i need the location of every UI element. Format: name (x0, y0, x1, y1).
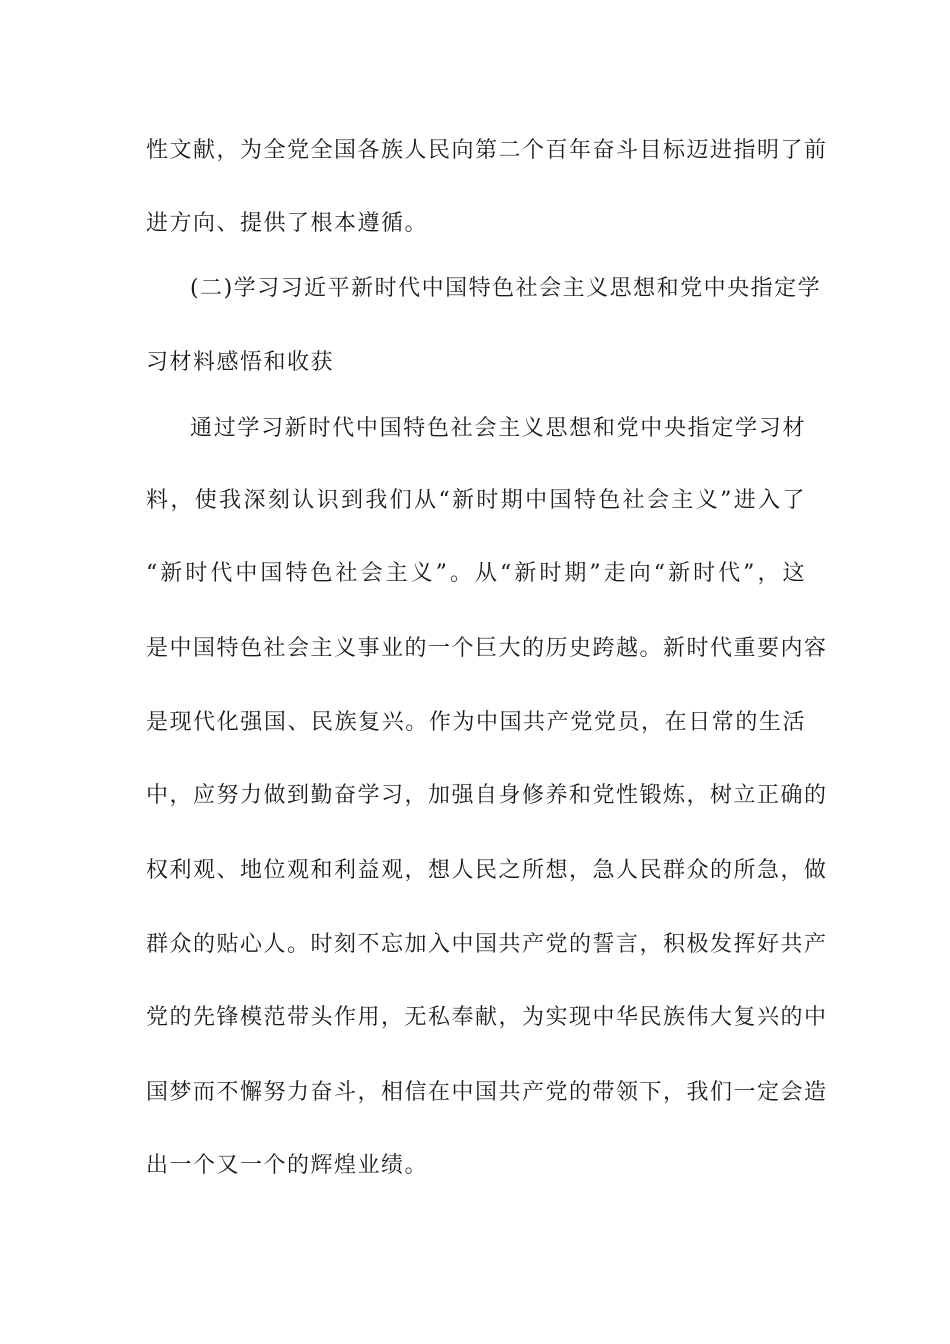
text-line: 党的先锋模范带头作用，无私奉献，为实现中华民族伟大复兴的中 (146, 1005, 828, 1030)
text-line: 国梦而不懈努力奋斗，相信在中国共产党的带领下，我们一定会造 (146, 1080, 828, 1105)
text-line: 通过学习新时代中国特色社会主义思想和党中央指定学习材 (190, 416, 806, 441)
text-line: 料，使我深刻认识到我们从“新时期中国特色社会主义”进入了 (146, 488, 806, 513)
section-heading: (二)学习习近平新时代中国特色社会主义思想和党中央指定学 (190, 276, 822, 301)
text-line: 是中国特色社会主义事业的一个巨大的历史跨越。新时代重要内容 (146, 636, 828, 661)
text-line: 进方向、提供了根本遵循。 (146, 211, 429, 236)
text-line: “新时代中国特色社会主义”。从“新时期”走向“新时代”，这 (146, 561, 806, 586)
text-line: 权利观、地位观和利益观，想人民之所想，急人民群众的所急，做 (146, 858, 828, 883)
text-line: 性文献，为全党全国各族人民向第二个百年奋斗目标迈进指明了前 (146, 138, 828, 163)
text-line: 出一个又一个的辉煌业绩。 (146, 1153, 429, 1178)
text-line: 中，应努力做到勤奋学习，加强自身修养和党性锻炼，树立正确的 (146, 783, 828, 808)
text-line: 是现代化强国、民族复兴。作为中国共产党党员，在日常的生活 (146, 710, 806, 735)
text-line: 群众的贴心人。时刻不忘加入中国共产党的誓言，积极发挥好共产 (146, 932, 828, 957)
section-heading-continued: 习材料感悟和收获 (146, 350, 335, 375)
